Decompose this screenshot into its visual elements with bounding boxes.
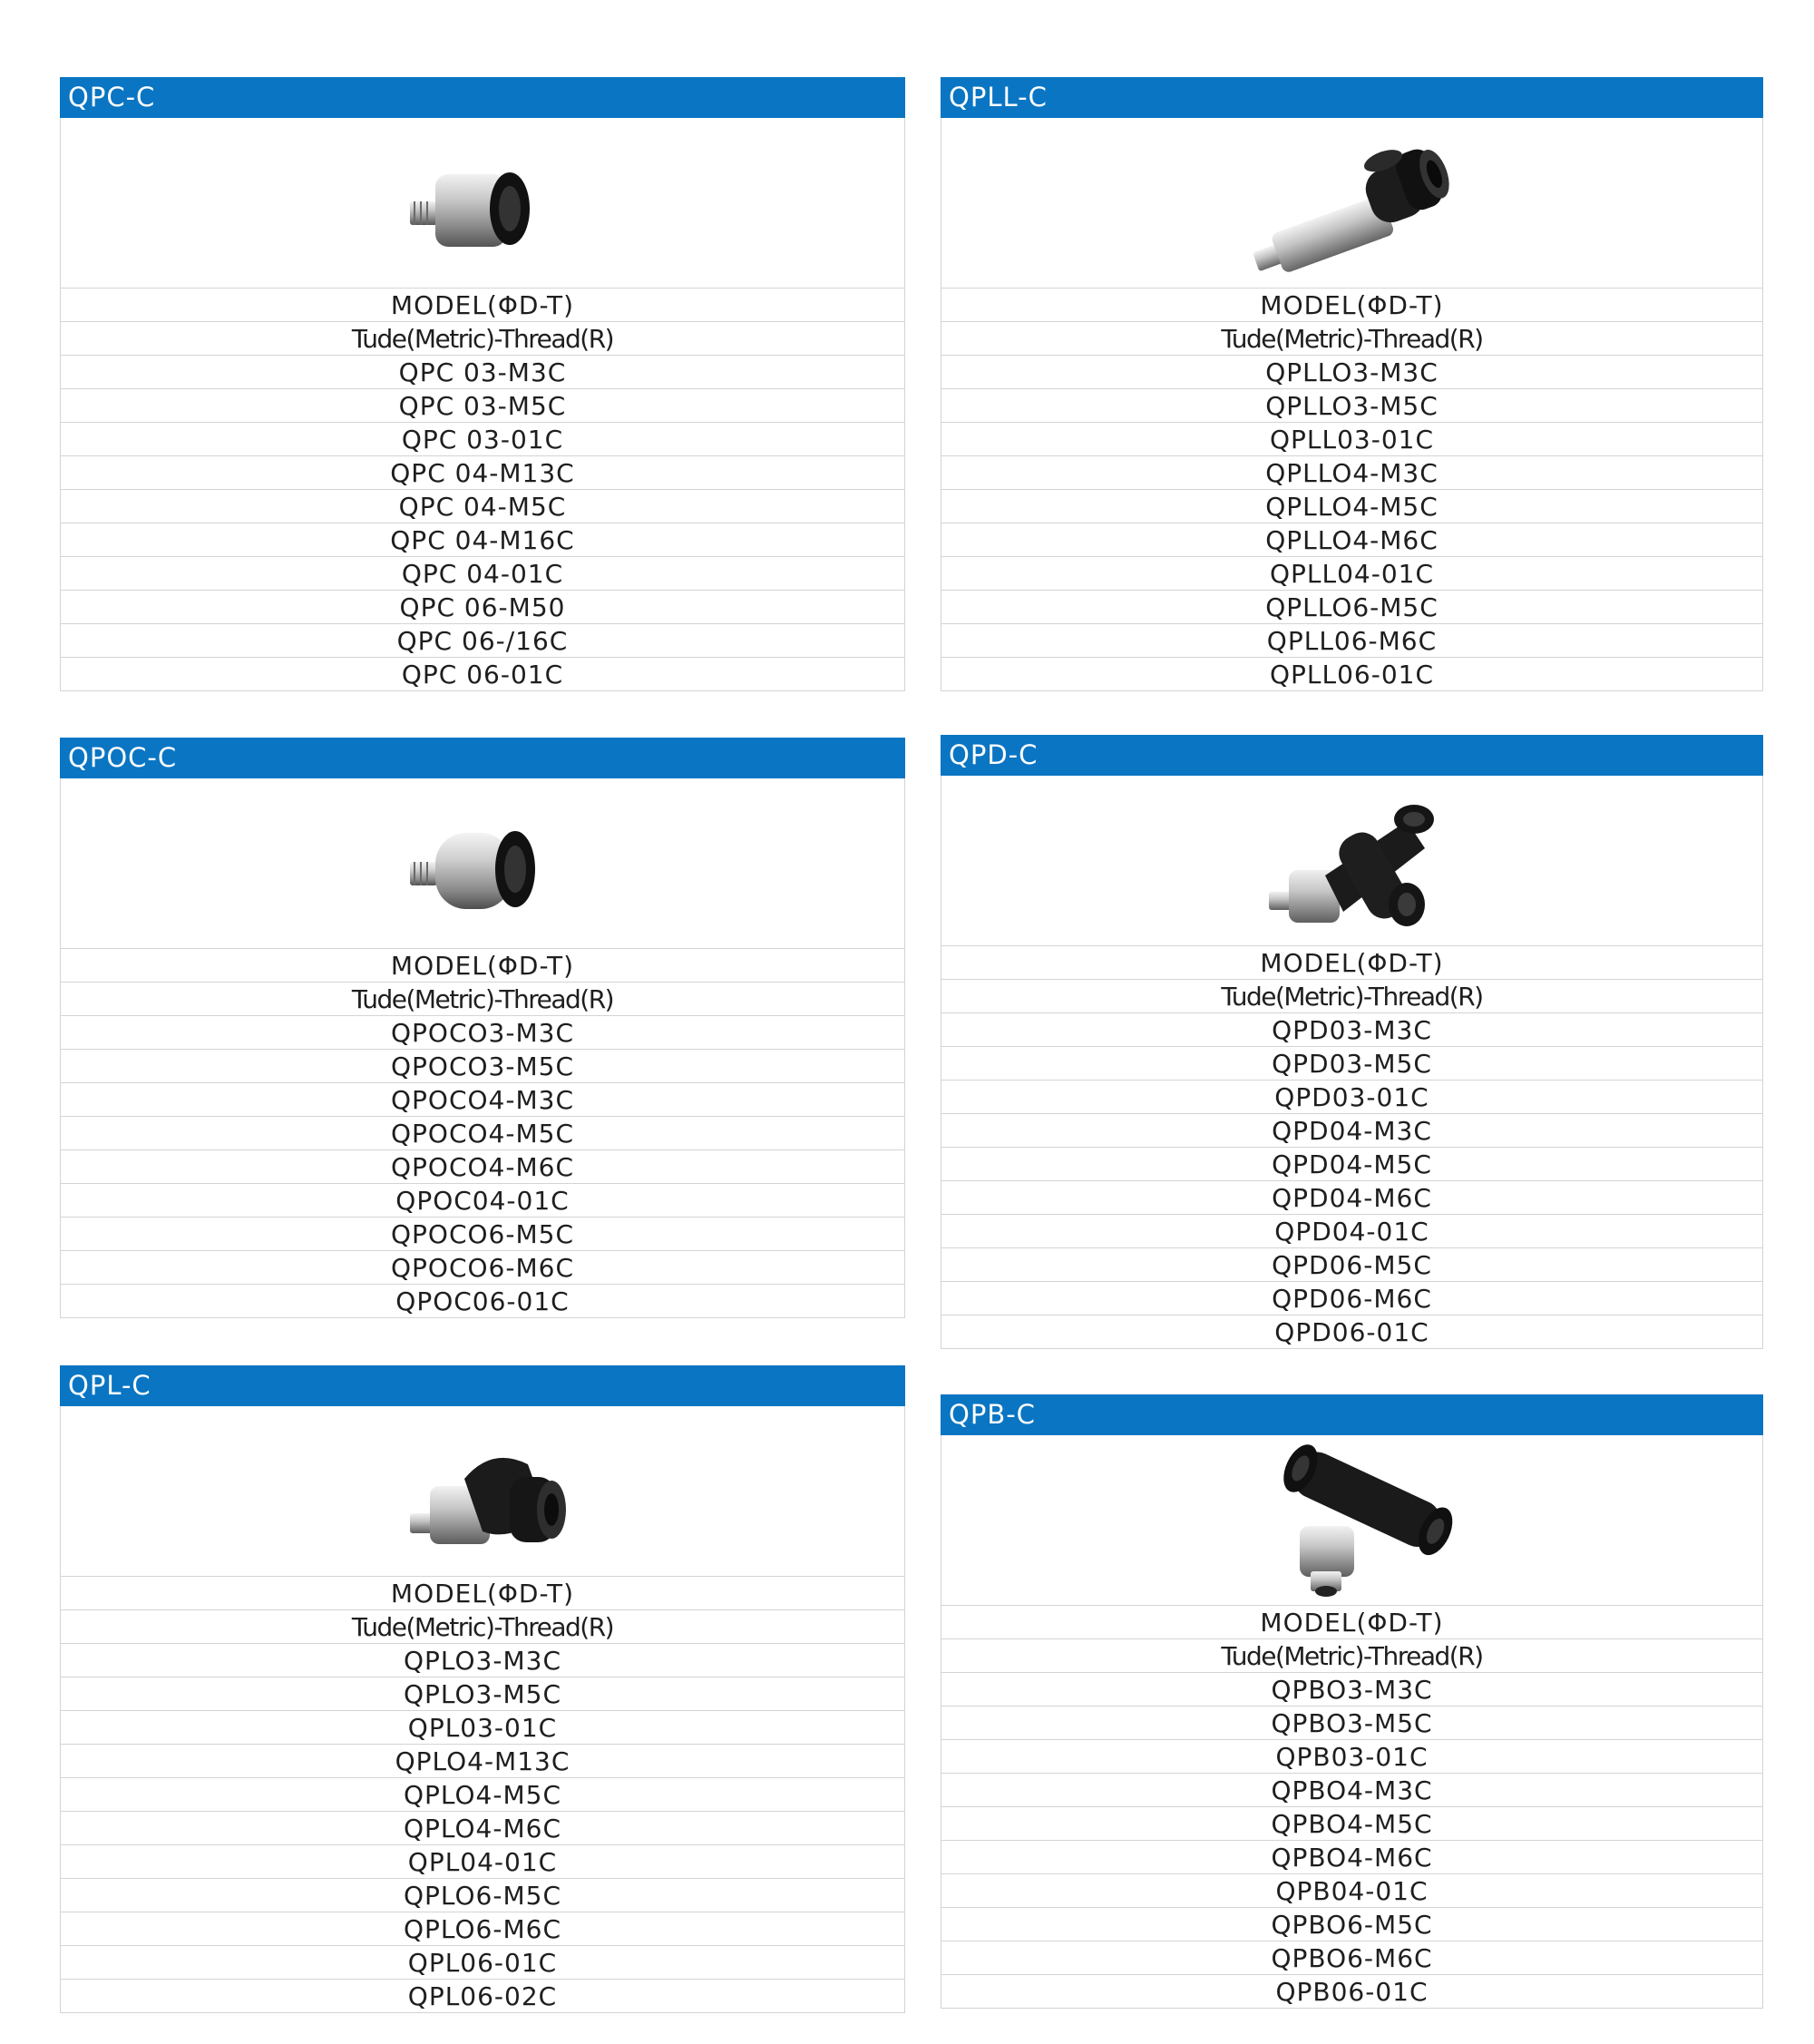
model-row: QPLLO4-M3C <box>941 456 1763 490</box>
model-row: QPB04-01C <box>941 1874 1763 1908</box>
model-row: QPOCO4-M3C <box>60 1083 905 1117</box>
model-row: QPC 04-01C <box>60 557 905 591</box>
product-image <box>941 118 1763 289</box>
model-row: QPC 06-01C <box>60 658 905 691</box>
model-row: QPLO6-M6C <box>60 1912 905 1946</box>
model-row: QPBO4-M3C <box>941 1774 1763 1807</box>
model-row: QPLLO3-M5C <box>941 389 1763 423</box>
model-header-row: MODEL(ΦD-T) <box>941 946 1763 980</box>
panel-title: QPLL-C <box>941 77 1763 118</box>
model-row: QPBO6-M5C <box>941 1908 1763 1941</box>
model-row: QPLLO3-M3C <box>941 356 1763 389</box>
model-header-row: MODEL(ΦD-T) <box>60 289 905 322</box>
model-row: QPD03-01C <box>941 1081 1763 1114</box>
model-row: QPC 04-M16C <box>60 523 905 557</box>
model-row: QPC 06-/16C <box>60 624 905 658</box>
product-image <box>60 1406 905 1577</box>
model-row: QPD06-M5C <box>941 1248 1763 1282</box>
model-row: QPL03-01C <box>60 1711 905 1745</box>
round-straight-fitting-icon <box>383 778 582 949</box>
model-row: QPOC04-01C <box>60 1184 905 1218</box>
panel-title: QPC-C <box>60 77 905 118</box>
model-row: QPC 04-M5C <box>60 490 905 523</box>
model-row: QPBO3-M3C <box>941 1673 1763 1707</box>
model-row: QPOCO6-M5C <box>60 1218 905 1251</box>
model-row: QPC 03-M5C <box>60 389 905 423</box>
spec-header-row: Tude(Metric)-Thread(R) <box>60 1610 905 1644</box>
model-row: QPB03-01C <box>941 1740 1763 1774</box>
model-row: QPL06-01C <box>60 1946 905 1980</box>
spec-header-row: Tude(Metric)-Thread(R) <box>60 983 905 1016</box>
elbow-fitting-icon <box>374 1406 591 1577</box>
model-row: QPOCO4-M5C <box>60 1117 905 1150</box>
product-image <box>60 118 905 289</box>
model-row: QPLO3-M3C <box>60 1644 905 1677</box>
model-row: QPD04-M3C <box>941 1114 1763 1148</box>
model-row: QPLO6-M5C <box>60 1879 905 1912</box>
model-row: QPD03-M5C <box>941 1047 1763 1081</box>
model-row: QPC 04-M13C <box>60 456 905 490</box>
model-row: QPD04-M6C <box>941 1181 1763 1215</box>
tee-fitting-icon <box>1225 776 1479 946</box>
model-row: QPC 03-01C <box>60 423 905 456</box>
panel-title: QPOC-C <box>60 738 905 778</box>
long-elbow-fitting-icon <box>1216 118 1488 289</box>
model-row: QPD03-M3C <box>941 1013 1763 1047</box>
model-row: QPOCO3-M5C <box>60 1050 905 1083</box>
model-row: QPC 03-M3C <box>60 356 905 389</box>
model-row: QPBO6-M6C <box>941 1941 1763 1975</box>
straight-fitting-icon <box>383 118 582 289</box>
model-row: QPLLO4-M5C <box>941 490 1763 523</box>
panel-title: QPB-C <box>941 1394 1763 1435</box>
model-row: QPLO3-M5C <box>60 1677 905 1711</box>
model-header-row: MODEL(ΦD-T) <box>60 949 905 983</box>
model-row: QPBO4-M5C <box>941 1807 1763 1841</box>
panel-title: QPD-C <box>941 735 1763 776</box>
model-row: QPD06-M6C <box>941 1282 1763 1315</box>
spec-header-row: Tude(Metric)-Thread(R) <box>60 322 905 356</box>
model-row: QPLL04-01C <box>941 557 1763 591</box>
product-image <box>941 776 1763 946</box>
spec-header-row: Tude(Metric)-Thread(R) <box>941 322 1763 356</box>
model-row: QPOCO4-M6C <box>60 1150 905 1184</box>
model-row: QPLL03-01C <box>941 423 1763 456</box>
product-image <box>60 778 905 949</box>
model-row: QPBO3-M5C <box>941 1707 1763 1740</box>
model-row: QPOCO3-M3C <box>60 1016 905 1050</box>
spec-header-row: Tude(Metric)-Thread(R) <box>941 1639 1763 1673</box>
model-row: QPL06-02C <box>60 1980 905 2013</box>
branch-tee-fitting-icon <box>1234 1435 1470 1606</box>
model-row: QPD06-01C <box>941 1315 1763 1349</box>
model-row: QPLL06-M6C <box>941 624 1763 658</box>
model-row: QPLL06-01C <box>941 658 1763 691</box>
model-row: QPD04-M5C <box>941 1148 1763 1181</box>
product-image <box>941 1435 1763 1606</box>
model-row: QPLLO4-M6C <box>941 523 1763 557</box>
model-header-row: MODEL(ΦD-T) <box>941 1606 1763 1639</box>
model-row: QPD04-01C <box>941 1215 1763 1248</box>
model-row: QPBO4-M6C <box>941 1841 1763 1874</box>
panel-title: QPL-C <box>60 1365 905 1406</box>
model-row: QPOCO6-M6C <box>60 1251 905 1285</box>
model-header-row: MODEL(ΦD-T) <box>60 1577 905 1610</box>
model-row: QPC 06-M50 <box>60 591 905 624</box>
spec-header-row: Tude(Metric)-Thread(R) <box>941 980 1763 1013</box>
model-row: QPL04-01C <box>60 1845 905 1879</box>
model-row: QPLO4-M13C <box>60 1745 905 1778</box>
model-header-row: MODEL(ΦD-T) <box>941 289 1763 322</box>
model-row: QPLLO6-M5C <box>941 591 1763 624</box>
model-row: QPLO4-M6C <box>60 1812 905 1845</box>
model-row: QPLO4-M5C <box>60 1778 905 1812</box>
model-row: QPOC06-01C <box>60 1285 905 1318</box>
model-row: QPB06-01C <box>941 1975 1763 2009</box>
